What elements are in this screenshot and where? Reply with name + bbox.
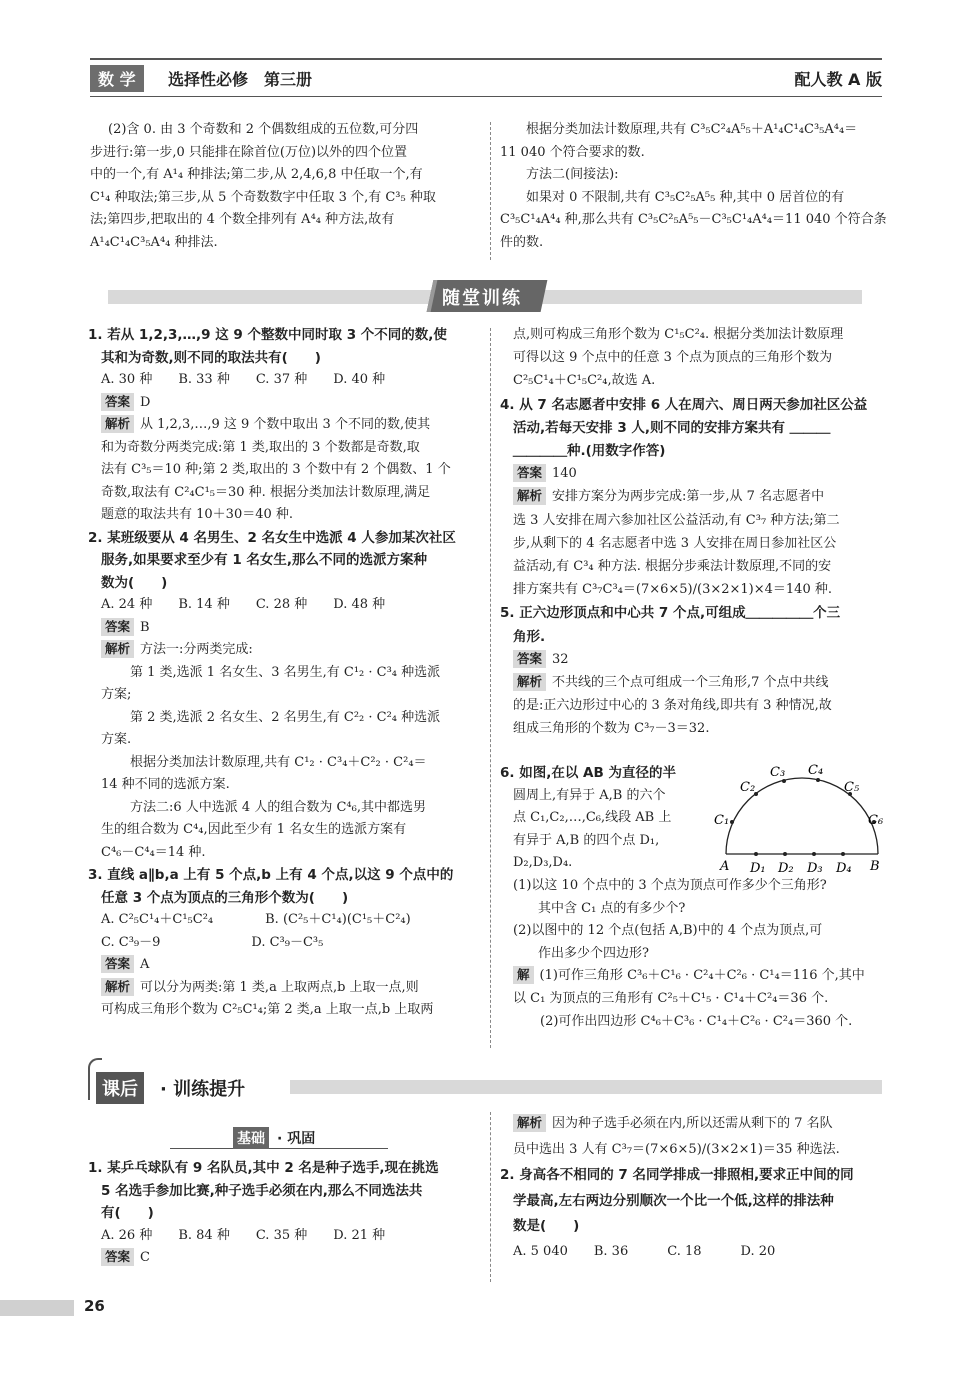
line-text: 可构成三角形个数为 C²₅C¹₄;第 2 类,a 上取一点,b 上取两 <box>101 1002 434 1017</box>
text-line: 11 040 个符合要求的数. <box>500 144 645 160</box>
line-text: 的是:正六边形过中心的 3 条对角线,即共有 3 种情况,故 <box>513 698 832 714</box>
line-text: 从 1,2,3,…,9 这 9 个数中取出 3 个不同的数,使其 <box>140 417 431 432</box>
subsection-title: · 巩固 <box>277 1131 316 1147</box>
question-line <box>513 418 830 438</box>
line-text: 以 C₁ 为顶点的三角形有 C²₅＋C¹₅ · C¹₄＋C²₄＝36 个. <box>513 991 829 1006</box>
label-D2: D₂ <box>778 861 794 876</box>
text-line <box>130 708 440 728</box>
text-line: C¹₄ 种取法;第三步,从 5 个奇数数字中任取 3 个,有 C³₅ 种取 <box>90 189 436 205</box>
answer-tag: 答案 <box>101 955 134 973</box>
line-text: 活动,若每天安排 3 人,则不同的安排方案共有 ＿＿＿ <box>513 419 831 436</box>
answer-line <box>101 955 149 975</box>
question-line <box>101 888 348 908</box>
line-text: 14 种不同的选派方案. <box>101 777 230 792</box>
text-line <box>513 348 832 368</box>
line-text: A. 24 种 B. 14 种 C. 28 种 D. 48 种 <box>101 597 386 612</box>
text-line: 中的一个,有 A¹₄ 种排法;第二步,从 2,4,6,8 中任取一个,有 <box>90 167 423 182</box>
answer-line <box>513 966 865 986</box>
question-line <box>101 573 167 593</box>
text-line: C³₅C¹₄A⁴₄ 种,那么共有 C³₅C²₅A⁵₅－C³₅C¹₄A⁴₄＝11 040 个符合条 <box>500 212 887 227</box>
line-text: 角形. <box>513 628 546 645</box>
answer-line <box>513 650 569 670</box>
label-C6: C₆ <box>868 813 884 828</box>
line-text: C <box>140 1250 150 1265</box>
line-text: A. 30 种 B. 33 种 C. 37 种 D. 40 种 <box>101 372 386 387</box>
line-text: A. 5 040 B. 36 C. 18 D. 20 <box>513 1243 776 1259</box>
question-line <box>513 627 545 647</box>
line-text: C²₅C¹₄＋C¹₅C²₄,故选 A. <box>513 373 656 389</box>
text-line <box>513 371 655 391</box>
section-title: · 训练提升 <box>160 1079 246 1100</box>
banner-label: 随堂训练 <box>442 288 522 309</box>
line-text: 有( ) <box>101 1205 154 1221</box>
text-line: 作出多少个四边形? <box>538 945 649 961</box>
line-text: 题意的取法共有 10＋30＝40 种. <box>101 507 294 522</box>
label-B: B <box>870 859 880 874</box>
text-line <box>130 663 440 683</box>
line-text: 法有 C³₅＝10 种;第 2 类,取出的 3 个数中有 2 个偶数、1 个 <box>101 462 451 477</box>
text-line <box>513 1242 775 1262</box>
label-D4: D₄ <box>836 861 852 876</box>
line-text: 5 名选手参加比赛,种子选手必须在内,那么不同选法共 <box>101 1182 423 1199</box>
answer-line <box>101 618 150 638</box>
line-text: 组成三角形的个数为 C³₇－3＝32. <box>513 721 710 737</box>
line-text: A. 26 种 B. 84 种 C. 35 种 D. 21 种 <box>101 1227 386 1243</box>
subsection-rule <box>170 1148 388 1149</box>
text-line: 如果对 0 不限制,共有 C³₅C²₅A⁵₅ 种,其中 0 居首位的有 <box>526 189 845 205</box>
question-line <box>101 550 427 570</box>
line-text: 不共线的三个点可组成一个三角形,7 个点中共线 <box>552 675 829 690</box>
text-line <box>513 719 709 739</box>
question-line: D₂,D₃,D₄. <box>513 855 573 870</box>
line-text: D <box>140 394 151 410</box>
label-C3: C₃ <box>770 765 786 780</box>
question-line <box>88 1158 439 1178</box>
line-text: 2. 某班级要从 4 名男生、2 名女生中选派 4 人参加某次社区 <box>88 529 456 546</box>
answer-tag: 答案 <box>101 1248 134 1266</box>
column-divider-bottom <box>490 1112 491 1282</box>
line-text: 员中选出 3 人有 C³₇＝(7×6×5)/(3×2×1)＝35 种选法. <box>513 1141 840 1157</box>
text-line: (2)以图中的 12 个点(包括 A,B)中的 4 个点为顶点,可 <box>513 923 823 938</box>
line-text: (1)可作三角形 C³₆＋C¹₆ · C²₄＋C²₆ · C¹₄＝116 个,其中 <box>539 968 865 983</box>
line-text: 点,则可构成三角形个数为 C¹₅C²₄. 根据分类加法计数原理 <box>513 327 844 342</box>
text-line <box>101 843 206 863</box>
line-text: 数是( ) <box>513 1218 580 1234</box>
section-tag: 课后 <box>96 1072 144 1104</box>
semicircle-figure <box>712 762 892 880</box>
text-line: 件的数. <box>500 234 544 250</box>
line-text: 学最高,左右两边分别顺次一个比一个低,这样的排法种 <box>513 1192 834 1209</box>
line-text: 5. 正六边形顶点和中心共 7 个点,可组成＿＿＿＿＿个三 <box>500 605 841 622</box>
text-line <box>101 460 451 480</box>
line-text: 服务,如果要求至少有 1 名女生,那么不同的选派方案种 <box>101 552 428 568</box>
line-text: 140 <box>552 466 577 482</box>
answer-line <box>101 393 150 413</box>
line-text: B <box>140 619 150 635</box>
line-text: 方案. <box>101 732 132 747</box>
answer-line <box>513 673 829 693</box>
text-line <box>101 1000 433 1020</box>
section-bar <box>290 1080 882 1094</box>
line-text: 生的组合数为 C⁴₄,因此至少有 1 名女生的选派方案有 <box>101 822 407 837</box>
label-C5: C₅ <box>844 780 860 795</box>
line-text: 第 2 类,选派 2 名女生、2 名男生,有 C²₂ · C²₄ 种选派 <box>130 709 441 725</box>
answer-line <box>513 1114 833 1134</box>
line-text: A <box>140 957 150 972</box>
line-text: 其和为奇数,则不同的取法共有( ) <box>101 349 321 366</box>
line-text: 数为( ) <box>101 574 168 591</box>
text-line: 其中含 C₁ 点的有多少个? <box>538 900 686 916</box>
label-C1: C₁ <box>714 813 730 828</box>
line-text: 因为种子选手必须在内,所以还需从剩下的 7 名队 <box>552 1116 833 1131</box>
line-text: A. C²₅C¹₄＋C¹₅C²₄ B. (C²₅＋C¹₄)(C¹₅＋C²₄) <box>101 912 411 927</box>
text-line <box>101 933 323 953</box>
question-line <box>101 348 321 368</box>
line-text: 奇数,取法有 C²₄C¹₅＝30 种. 根据分类加法计数原理,满足 <box>101 484 431 500</box>
question-line <box>101 1181 422 1201</box>
line-text: 益活动,有 C³₄ 种方法. 根据分步乘法计数原理,不同的安 <box>513 559 832 574</box>
header-bar <box>90 58 882 97</box>
text-line <box>513 1140 840 1160</box>
text-line <box>513 580 832 600</box>
label-C4: C₄ <box>808 763 824 778</box>
question-line <box>500 603 840 623</box>
answer-line <box>513 464 577 484</box>
answer-line <box>101 978 419 998</box>
text-line <box>101 775 230 795</box>
answer-line <box>101 640 253 660</box>
question-line: 6. 如图,在以 AB 为直径的半 <box>500 765 676 781</box>
solution-tag: 解 <box>513 966 534 984</box>
subsection-tag: 基础 <box>233 1127 269 1149</box>
label-D1: D₁ <box>750 861 766 876</box>
question-line <box>513 1216 579 1236</box>
edition-label: 配人教 A 版 <box>794 70 882 89</box>
line-text: (2)可作出四边形 C⁴₆＋C³₆ · C¹₄＋C²₆ · C²₄＝360 个. <box>540 1014 853 1029</box>
text-line <box>101 910 411 930</box>
text-line: A¹₄C¹₄C³₅A⁴₄ 种排法. <box>90 234 218 250</box>
question-line <box>513 1191 834 1211</box>
answer-tag: 答案 <box>513 650 546 668</box>
line-text: 可以分为两类:第 1 类,a 上取两点,b 上取一点,则 <box>140 979 419 995</box>
text-line <box>101 730 131 750</box>
text-line <box>130 798 426 818</box>
text-line <box>513 511 840 531</box>
answer-tag: 答案 <box>101 618 134 636</box>
line-text: 和为奇数分两类完成:第 1 类,取出的 3 个数都是奇数,取 <box>101 439 420 455</box>
page-number: 26 <box>84 1297 105 1315</box>
book-title: 选择性必修 第三册 <box>168 70 313 89</box>
question-line: 点 C₁,C₂,…,C₆,线段 AB 上 <box>513 810 672 825</box>
subject-badge: 数 学 <box>90 65 144 92</box>
answer-line <box>513 487 824 507</box>
question-line <box>88 528 456 548</box>
question-line: 圆周上,有异于 A,B 的六个 <box>513 787 666 803</box>
text-line: 法;第四步,把取出的 4 个数全排列有 A⁴₄ 种方法,故有 <box>90 212 395 227</box>
question-line <box>101 1203 154 1223</box>
footer-bar <box>0 1300 74 1316</box>
line-text: 排方案共有 C³₇C³₄＝(7×6×5)/(3×2×1)×4＝140 种. <box>513 582 832 598</box>
line-text: 3. 直线 a∥b,a 上有 5 个点,b 上有 4 个点,以这 9 个点中的 <box>88 867 454 883</box>
line-text: 安排方案分为两步完成:第一步,从 7 名志愿者中 <box>552 489 825 505</box>
label-A: A <box>720 859 730 874</box>
text-line: (1)以这 10 个点中的 3 个点为顶点可作多少个三角形? <box>513 878 827 893</box>
answer-tag: 答案 <box>513 464 546 482</box>
text-line: 方法二(间接法): <box>526 167 619 182</box>
line-text: 选 3 人安排在周六参加社区公益活动,有 C³₇ 种方法;第二 <box>513 512 840 528</box>
text-line <box>513 696 832 716</box>
text-line <box>101 438 420 458</box>
question-line <box>513 441 665 461</box>
line-text: C. C³₉－9 D. C³₉－C³₅ <box>101 934 324 950</box>
question-line <box>500 395 867 415</box>
text-line <box>101 370 385 390</box>
text-line: 步进行:第一步,0 只能排在除首位(万位)以外的四个位置 <box>90 144 408 160</box>
question-line: 有异于 A,B 的四个点 D₁, <box>513 832 660 848</box>
answer-line <box>101 415 430 435</box>
line-text: 1. 某乒乓球队有 9 名队员,其中 2 名是种子选手,现在挑选 <box>88 1160 439 1176</box>
text-line <box>101 595 385 615</box>
answer-line <box>513 989 828 1009</box>
line-text: 1. 若从 1,2,3,…,9 这 9 个整数中同时取 3 个不同的数,使 <box>88 327 447 343</box>
line-text: 4. 从 7 名志愿者中安排 6 人在周六、周日两天参加社区公益 <box>500 396 868 413</box>
solution-tag: 解析 <box>513 487 546 505</box>
text-line <box>513 325 843 345</box>
solution-tag: 解析 <box>101 978 134 996</box>
line-text: 任意 3 个点为顶点的三角形个数为( ) <box>101 889 349 906</box>
column-divider-mid <box>490 328 491 1048</box>
answer-line <box>540 1012 852 1032</box>
text-line <box>130 753 427 773</box>
question-line <box>500 1165 854 1185</box>
text-line <box>101 685 131 705</box>
line-text: 32 <box>552 651 569 667</box>
answer-tag: 答案 <box>101 393 134 411</box>
answer-line <box>101 1248 150 1268</box>
column-divider-top <box>490 122 491 260</box>
line-text: 第 1 类,选派 1 名女生、3 名男生,有 C¹₂ · C³₄ 种选派 <box>130 664 441 680</box>
line-text: 步,从剩下的 4 名志愿者中选 3 人安排在周日参加社区公 <box>513 535 837 551</box>
solution-tag: 解析 <box>513 1114 546 1132</box>
solution-tag: 解析 <box>101 415 134 433</box>
text-line <box>101 505 293 525</box>
line-text: 2. 身高各不相同的 7 名同学排成一排照相,要求正中间的同 <box>500 1167 854 1183</box>
solution-tag: 解析 <box>101 640 134 658</box>
label-C2: C₂ <box>740 780 756 795</box>
line-text: 方案; <box>101 687 132 702</box>
text-line: (2)含 0. 由 3 个奇数和 2 个偶数组成的五位数,可分四 <box>108 122 419 137</box>
text-line: 根据分类加法计数原理,共有 C³₅C²₄A⁵₅＋A¹₄C¹₄C³₅A⁴₄＝ <box>526 122 858 137</box>
line-text: C⁴₆－C⁴₄＝14 种. <box>101 844 206 860</box>
line-text: ＿＿＿＿种.(用数字作答) <box>513 443 666 459</box>
text-line <box>101 820 406 840</box>
line-text: 可得以这 9 个点中的任意 3 个点为顶点的三角形个数为 <box>513 350 833 366</box>
line-text: 方法一:分两类完成: <box>140 642 253 657</box>
label-D3: D₃ <box>807 861 823 876</box>
text-line <box>513 534 836 554</box>
line-text: 方法二:6 人中选派 4 人的组合数为 C⁴₆,其中都选男 <box>130 799 426 815</box>
text-line <box>101 483 430 503</box>
text-line <box>101 1226 385 1246</box>
question-line <box>88 865 453 885</box>
solution-tag: 解析 <box>513 673 546 691</box>
question-line <box>88 325 447 345</box>
line-text: 根据分类加法计数原理,共有 C¹₂ · C³₄＋C²₂ · C²₄＝ <box>130 754 427 770</box>
text-line <box>513 557 831 577</box>
